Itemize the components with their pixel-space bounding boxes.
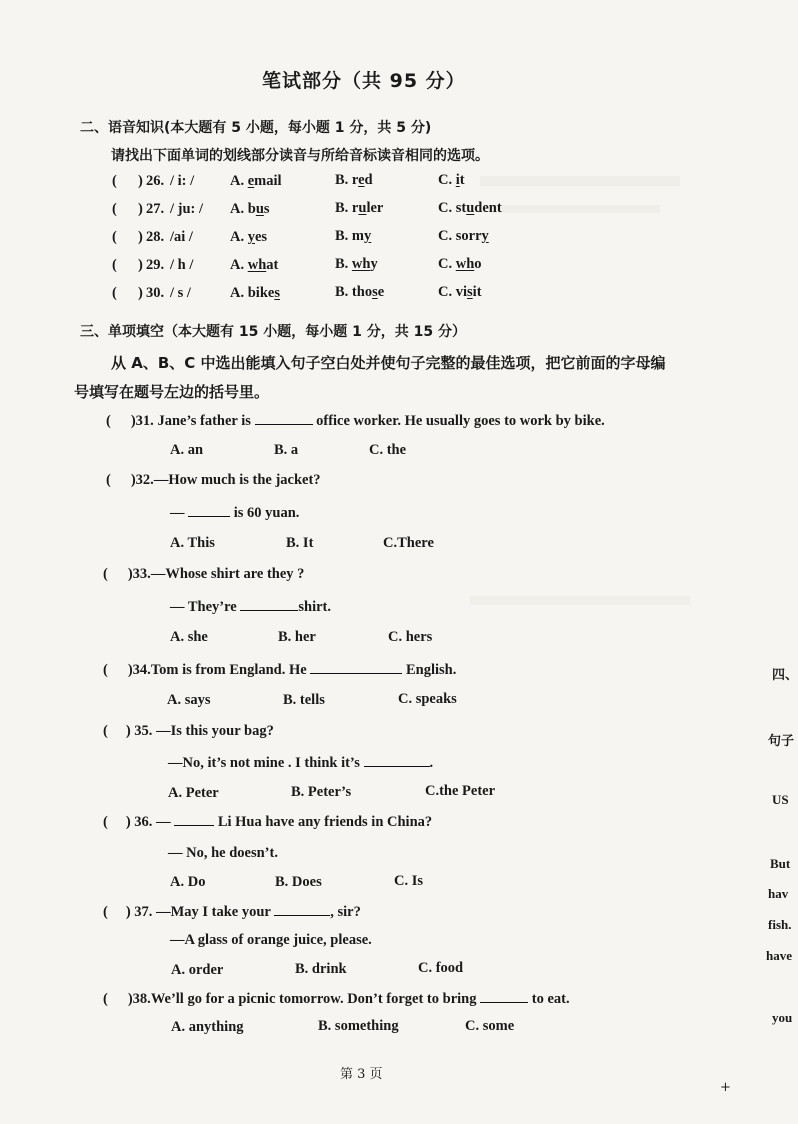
question-number: )31. (130, 413, 154, 429)
option-b: B. It (286, 535, 314, 551)
phonetic-symbol (170, 285, 191, 302)
section2-heading: 二、语音知识(本大题有 5 小题，每小题 1 分，共 5 分) (80, 120, 432, 136)
option-label: A. (230, 257, 245, 273)
option-c: C. speaks (398, 691, 457, 707)
option-label: C. (438, 200, 453, 216)
question-text: Tom is from England. He (150, 662, 307, 678)
option-c: C. hers (388, 629, 433, 645)
answer-paren: ( (103, 723, 108, 739)
answer-paren: ) (138, 201, 143, 217)
answer-paren: ( (106, 413, 111, 429)
question-text: Li Hua have any friends in China? (217, 814, 433, 830)
option-label: C. (438, 172, 453, 188)
word-part: r (351, 172, 359, 188)
option-label: A. (230, 173, 245, 189)
answer-paren: ) (138, 285, 143, 301)
question-text: to eat. (531, 991, 570, 1007)
option-b: B. her (278, 629, 316, 645)
option-label: C. (438, 284, 453, 300)
phonetic-symbol: / i: / (170, 173, 195, 189)
answer-blank (174, 813, 214, 826)
question-37-answer-line: —A glass of orange juice, please. (170, 932, 372, 948)
question-37 (103, 903, 361, 921)
word-part: sorr (455, 228, 482, 244)
answer-paren: ( (112, 285, 117, 301)
question-text: Jane’s father is (157, 413, 251, 429)
option-c: C. Is (394, 873, 424, 889)
question-text: —Is this your bag? (156, 723, 274, 739)
question-text: — They’re (170, 599, 237, 615)
question-number (146, 257, 164, 274)
word-part: ler (366, 200, 384, 216)
answer-paren: ) (138, 257, 143, 273)
answer-paren (112, 285, 117, 302)
answer-paren: ( (103, 814, 108, 830)
question-text: —How much is the jacket? (153, 472, 321, 488)
option-b: B. a (274, 442, 299, 458)
option-c (438, 284, 482, 301)
answer-blank (188, 504, 230, 517)
word-part: tho (351, 284, 373, 300)
word-part: s (263, 201, 270, 217)
word-part: y (370, 256, 378, 272)
option-a (230, 173, 282, 190)
question-text: We’ll go for a picnic tomorrow. Don’t forget to bring (150, 991, 477, 1007)
option-a: A. anything (171, 1019, 244, 1035)
option-c (438, 172, 465, 189)
section2-instruction: 请找出下面单词的划线部分读音与所给音标读音相同的选项。 (111, 148, 489, 164)
option-label: A. (230, 285, 245, 301)
margin-fragment: US (772, 792, 789, 807)
question-38 (103, 990, 570, 1008)
margin-fragment: But (770, 856, 791, 871)
word-part: t (459, 172, 465, 188)
word-part: st (455, 200, 467, 216)
question-number: 27. (146, 201, 165, 217)
question-text: —May I take your (156, 904, 271, 920)
underlined-letters: wh (247, 257, 267, 273)
answer-paren (112, 229, 117, 246)
question-number: 30. (146, 285, 165, 301)
word-part: d (364, 172, 373, 188)
option-label: B. (335, 228, 349, 244)
option-a: A. Peter (168, 785, 219, 801)
option-c: C.the Peter (425, 783, 496, 799)
answer-paren (112, 173, 117, 190)
question-35-answer-line (168, 754, 433, 772)
word-part: es (254, 229, 268, 245)
underlined-letters: y (247, 229, 255, 245)
underlined-letters: e (247, 173, 255, 189)
underlined-letters: s (372, 284, 378, 300)
underlined-letters: u (255, 201, 264, 217)
dash: — (156, 814, 171, 830)
dash: — (170, 505, 185, 521)
answer-blank (240, 598, 298, 611)
option-b: B. Peter’s (291, 784, 352, 800)
question-number (146, 229, 164, 246)
option-a: A. Do (170, 874, 206, 890)
margin-fragment: hav (768, 886, 789, 901)
phonetic-symbol: / s / (170, 285, 191, 301)
option-label: C. (438, 228, 453, 244)
answer-blank (310, 661, 402, 674)
show-through-mark (480, 176, 680, 186)
question-number: )34. (127, 662, 151, 678)
answer-paren: ( (103, 991, 108, 1007)
word-part: vi (455, 284, 468, 300)
option-b (335, 228, 371, 245)
phonetic-symbol: / h / (170, 257, 194, 273)
option-a (230, 257, 278, 274)
show-through-mark (470, 596, 690, 605)
option-c (438, 256, 482, 273)
answer-paren (112, 201, 117, 218)
word-part: mail (254, 173, 282, 189)
word-part: bike (247, 285, 275, 301)
question-number: ) 37. (125, 904, 153, 920)
question-text: , sir? (330, 904, 361, 920)
question-number (146, 285, 164, 302)
answer-blank (274, 903, 330, 916)
question-number: )32. (130, 472, 154, 488)
option-b (335, 256, 378, 273)
answer-paren: ( (103, 662, 108, 678)
option-label: B. (335, 200, 349, 216)
word-part: at (266, 257, 279, 273)
underlined-letters: y (364, 228, 372, 244)
answer-paren: ( (103, 566, 108, 582)
question-text: English. (405, 662, 457, 678)
option-c: C. food (418, 960, 464, 976)
question-34 (103, 661, 456, 679)
answer-paren: ( (103, 904, 108, 920)
underlined-letters: i (455, 172, 460, 188)
underlined-letters: s (467, 284, 473, 300)
word-part: r (351, 200, 359, 216)
option-a: A. order (171, 962, 224, 978)
question-number: ) 35. (125, 723, 153, 739)
answer-paren (138, 201, 143, 218)
answer-paren: ) (138, 229, 143, 245)
question-number (146, 201, 164, 218)
option-a (230, 229, 267, 246)
option-label: A. (230, 229, 245, 245)
answer-paren (138, 257, 143, 274)
underlined-letters: e (358, 172, 365, 188)
option-label: C. (438, 256, 453, 272)
question-35 (103, 723, 274, 740)
question-36-answer-line: — No, he doesn’t. (168, 845, 278, 861)
question-32 (106, 472, 321, 489)
question-33-answer-line (170, 598, 331, 616)
option-c (438, 228, 489, 245)
answer-paren: ) (138, 173, 143, 189)
option-b: B. drink (295, 961, 347, 977)
option-a (230, 285, 280, 302)
phonetic-symbol (170, 173, 194, 190)
underlined-letters: s (274, 285, 280, 301)
option-b: B. Does (275, 874, 322, 890)
answer-paren: ( (112, 201, 117, 217)
question-number: )33. (127, 566, 151, 582)
option-a: A. This (170, 535, 215, 551)
answer-blank (480, 990, 528, 1003)
question-number: 26. (146, 173, 165, 189)
section3-instruction: 从 A、B、C 中选出能填入句子空白处并使句子完整的最佳选项，把它前面的字母编 (111, 354, 666, 372)
answer-paren (112, 257, 117, 274)
corner-mark: + (720, 1080, 731, 1095)
underlined-letters: wh (351, 256, 371, 272)
option-label: B. (335, 284, 349, 300)
option-a: A. she (170, 629, 208, 645)
question-36 (103, 813, 432, 831)
question-text: is 60 yuan. (233, 505, 300, 521)
word-part: m (351, 228, 365, 244)
answer-paren: ( (112, 257, 117, 273)
question-33 (103, 566, 304, 583)
option-b (335, 172, 373, 189)
page-number: 第 3 页 (340, 1067, 383, 1082)
underlined-letters: u (466, 200, 475, 216)
word-part: b (247, 201, 256, 217)
question-32-answer-line (170, 504, 299, 522)
question-text: —Whose shirt are they ? (150, 566, 305, 582)
option-c: C.There (383, 535, 434, 551)
phonetic-symbol: / ju: / (170, 201, 204, 217)
page-title: 笔试部分（共 95 分） (262, 70, 466, 92)
answer-blank (255, 412, 313, 425)
option-b: B. tells (283, 692, 325, 708)
phonetic-symbol (170, 257, 193, 274)
word-part: dent (474, 200, 502, 216)
question-text: office worker. He usually goes to work by bike. (316, 413, 605, 429)
option-label: A. (230, 201, 245, 217)
phonetic-symbol (170, 229, 193, 246)
answer-paren (138, 173, 143, 190)
question-31 (106, 412, 605, 430)
underlined-letters: wh (455, 256, 475, 272)
word-part: e (377, 284, 385, 300)
option-b (335, 200, 383, 217)
option-b (335, 284, 384, 301)
question-text: —No, it’s not mine . I think it’s (168, 755, 360, 771)
question-text: shirt. (298, 599, 331, 615)
section3-instruction: 号填写在题号左边的括号里。 (74, 383, 270, 401)
option-c: C. some (465, 1018, 515, 1034)
answer-paren: ( (106, 472, 111, 488)
option-a: A. an (170, 442, 204, 458)
answer-paren (138, 285, 143, 302)
option-label: B. (335, 172, 349, 188)
option-label: B. (335, 256, 349, 272)
option-b: B. something (318, 1018, 399, 1034)
question-number: 28. (146, 229, 165, 245)
question-number (146, 173, 164, 190)
question-number: 29. (146, 257, 165, 273)
question-number: )38. (127, 991, 151, 1007)
margin-fragment: 句子 (768, 733, 795, 748)
show-through-mark (490, 205, 660, 213)
option-a: A. says (167, 692, 211, 708)
word-part: it (472, 284, 482, 300)
phonetic-symbol (170, 201, 203, 218)
underlined-letters: u (358, 200, 367, 216)
margin-fragment: you (772, 1010, 793, 1025)
answer-blank (364, 754, 430, 767)
option-c (438, 200, 502, 217)
question-text: . (429, 755, 434, 771)
word-part: o (474, 256, 482, 272)
phonetic-symbol: /ai / (170, 229, 193, 245)
option-a (230, 201, 270, 218)
answer-paren: ( (112, 173, 117, 189)
margin-fragment: 四、 (772, 667, 798, 682)
answer-paren (138, 229, 143, 246)
underlined-letters: y (481, 228, 489, 244)
margin-fragment: fish. (768, 917, 792, 932)
question-number: ) 36. (125, 814, 153, 830)
margin-fragment: have (766, 948, 792, 963)
option-c: C. the (369, 442, 407, 458)
section3-heading: 三、单项填空（本大题有 15 小题，每小题 1 分，共 15 分） (80, 324, 466, 340)
answer-paren: ( (112, 229, 117, 245)
